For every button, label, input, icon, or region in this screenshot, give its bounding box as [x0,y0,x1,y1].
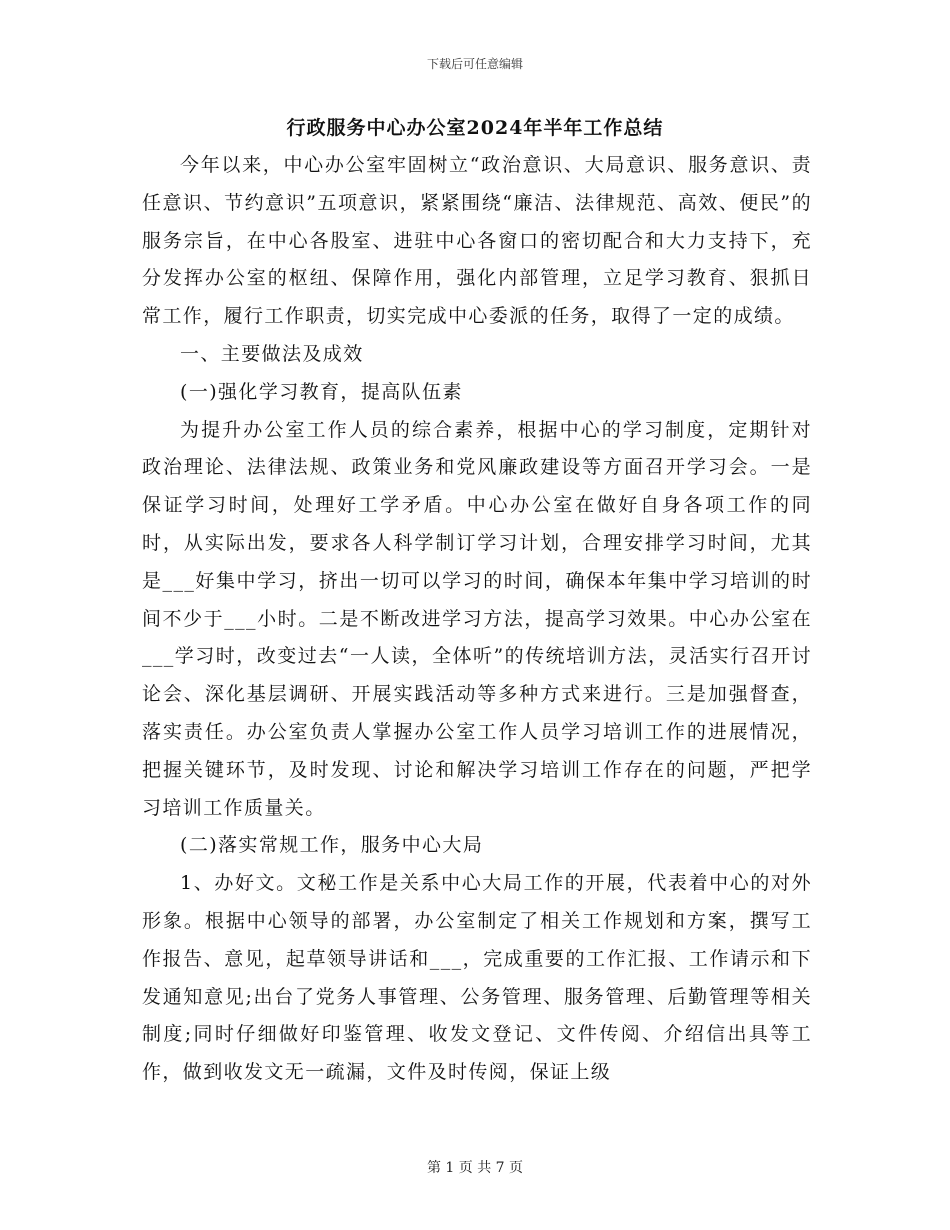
document-title: 行政服务中心办公室2024年半年工作总结 [286,117,664,139]
document-body [142,147,812,1092]
paragraph-intro: 今年以来，中心办公室牢固树立“政治意识、大局意识、服务意识、责任意识、节约意识”五项意识，紧紧围绕“廉洁、法律规范、高效、便民”的服务宗旨，在中心各股室、进驻中心各窗口的密切配合和大力支持下，充分发挥办公室的枢纽、保障作用，强化内部管理，立足学习教育、狠抓日常工作，履行工作职责，切实完成中心委派的任务，取得了一定的成绩。 [142,154,812,328]
page-footer-number: 第 1 页 共 7 页 [426,1160,524,1176]
subsection-heading-2: (二)落实常规工作，服务中心大局 [180,834,484,857]
subsection-heading-1: (一)强化学习教育，提高队伍素 [180,380,463,403]
page-header-note: 下载后可任意编辑 [426,57,523,71]
paragraph-study: 为提升办公室工作人员的综合素养，根据中心的学习制度，定期针对政治理论、法律法规、政策业务和党风廉政建设等方面召开学习会。一是保证学习时间，处理好工学矛盾。中心办公室在做好自身各项工作的同时，从实际出发，要求各人科学制订学习计划，合理安排学习时间，尤其是___好集中学习，挤出一切可以学习的时间，确保本年集中学习培训的时间不少于___小时。二是不断改进学习方法，提高学习效果。中心办公室在___学习时，改变过去“一人读，全体听”的传统培训方法，灵活实行召开讨论会、深化基层调研、开展实践活动等多种方式来进行。三是加强督查，落实责任。办公室负责人掌握办公室工作人员学习培训工作的进展情况，把握关键环节，及时发现、讨论和解决学习培训工作存在的问题，严把学习培训工作质量关。 [142,418,812,819]
paragraph-documents: 1、办好文。文秘工作是关系中心大局工作的开展，代表着中心的对外形象。根据中心领导的部署，办公室制定了相关工作规划和方案，撰写工作报告、意见，起草领导讲话和___，完成重要的工作汇报、工作请示和下发通知意见;出台了党务人事管理、公务管理、服务管理、后勤管理等相关制度;同时仔细做好印鉴管理、收发文登记、文件传阅、介绍信出具等工作，做到收发文无一疏漏，文件及时传阅，保证上级 [142,872,812,1084]
section-heading-1: 一、主要做法及成效 [180,342,364,365]
